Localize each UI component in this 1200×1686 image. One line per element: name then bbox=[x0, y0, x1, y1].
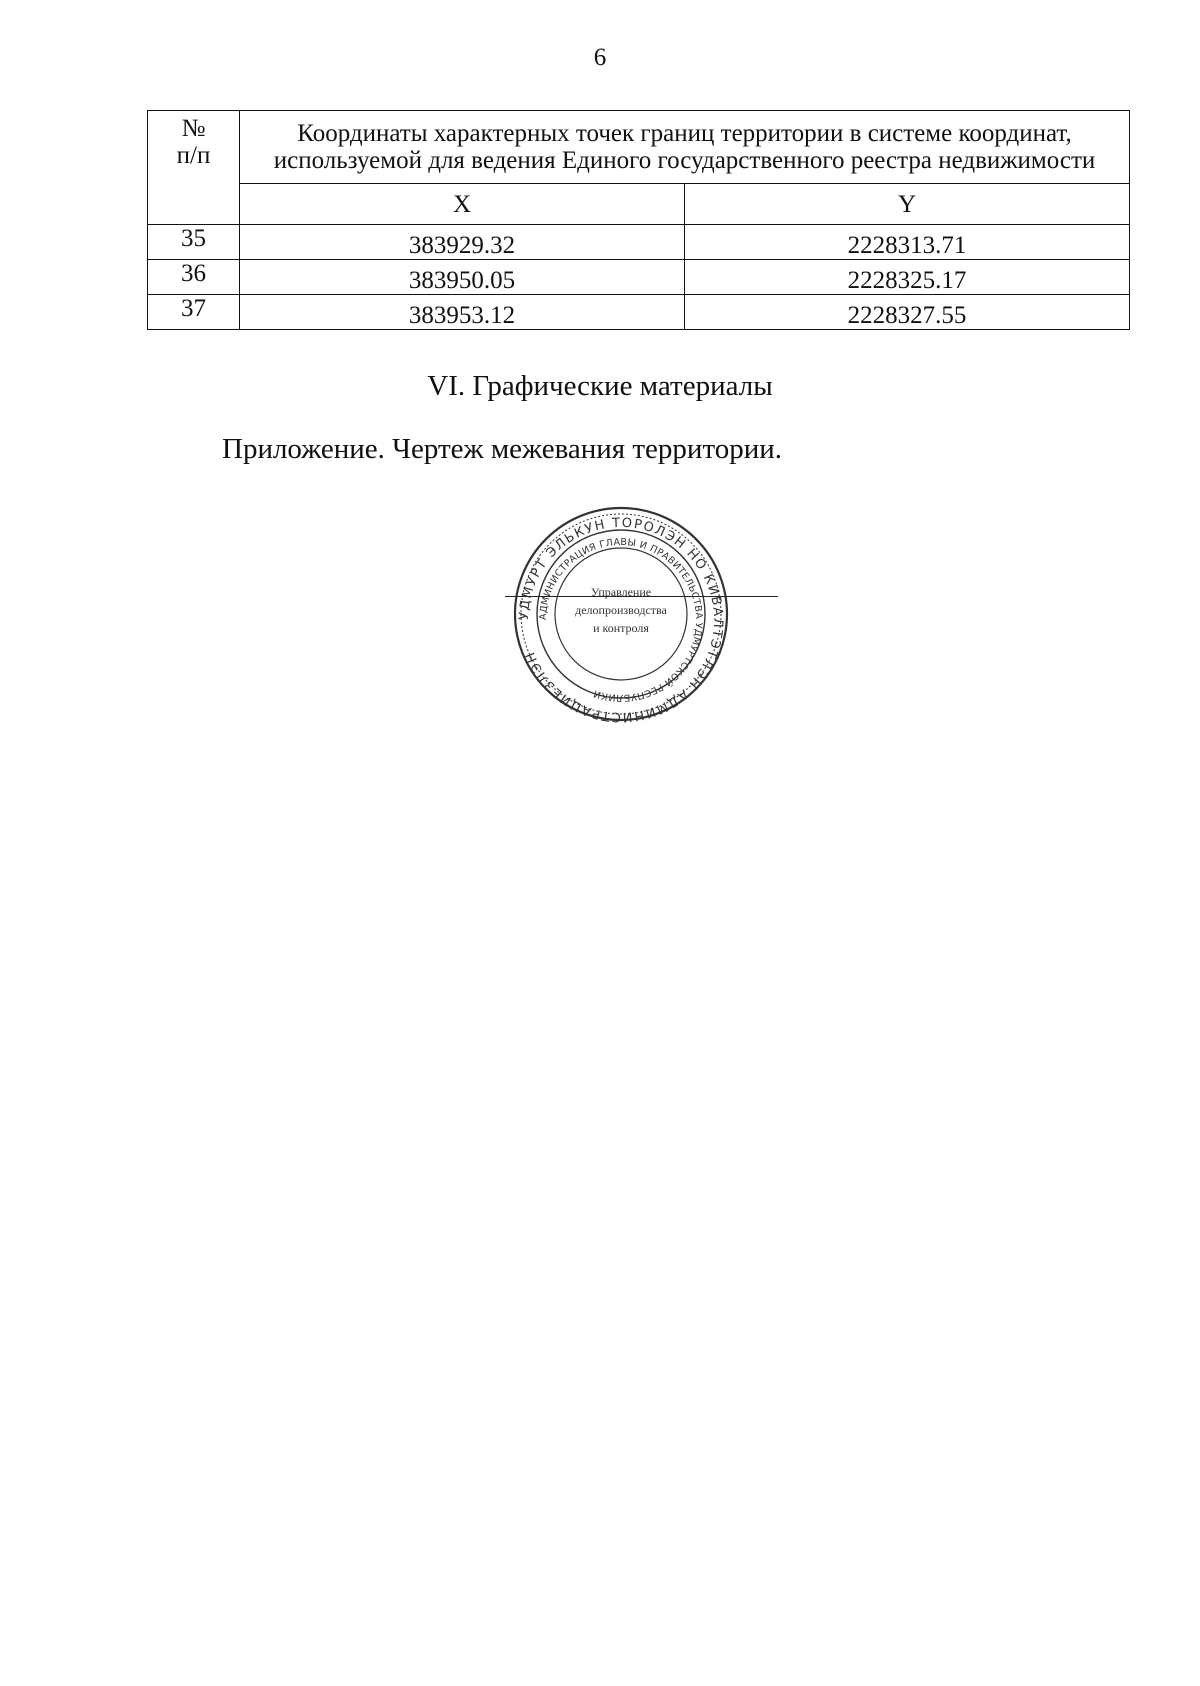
table-row bbox=[148, 225, 1130, 260]
section-title: VI. Графические материалы bbox=[427, 370, 773, 402]
official-stamp bbox=[498, 502, 744, 726]
row-y: 2228325.17 bbox=[685, 260, 1130, 295]
table-row bbox=[148, 295, 1130, 330]
header-title: Координаты характерных точек границ территории в системе координат, используемой для ведения Единого государственного реестра недвижимости bbox=[240, 111, 1130, 184]
row-y: 2228313.71 bbox=[685, 225, 1130, 260]
row-number: 35 bbox=[148, 225, 240, 260]
header-number-label: № п/п bbox=[176, 115, 211, 169]
page-number: 6 bbox=[593, 44, 607, 71]
appendix-text: Приложение. Чертеж межевания территории. bbox=[222, 433, 783, 465]
table-header-row bbox=[148, 111, 1130, 184]
stamp-outer-text: УДМУРТ ЭЛЬКУН ТОРОЛЭН НО КИВАЛТЭТЛЭН АДМИНИСТРАЦИЕЗЛЭН bbox=[516, 515, 726, 725]
row-y: 2228327.55 bbox=[685, 295, 1130, 330]
stamp-center-line-3: и контроля bbox=[593, 621, 649, 635]
stamp-center-line-1: Управление bbox=[590, 585, 652, 599]
table-axis-row bbox=[148, 184, 1130, 225]
row-x: 383953.12 bbox=[240, 295, 685, 330]
coordinates-table bbox=[147, 110, 1130, 330]
header-y: Y bbox=[685, 184, 1130, 225]
stamp-inner-text: АДМИНИСТРАЦИЯ ГЛАВЫ И ПРАВИТЕЛЬСТВА УДМУРТСКОЙ РЕСПУБЛИКИ bbox=[537, 536, 705, 704]
row-number: 36 bbox=[148, 260, 240, 295]
row-number: 37 bbox=[148, 295, 240, 330]
table-row bbox=[148, 260, 1130, 295]
stamp-center-line-2: делопроизводства bbox=[575, 603, 667, 617]
row-x: 383950.05 bbox=[240, 260, 685, 295]
row-x: 383929.32 bbox=[240, 225, 685, 260]
header-x: X bbox=[240, 184, 685, 225]
header-number bbox=[148, 111, 240, 225]
signature-line bbox=[505, 596, 778, 597]
